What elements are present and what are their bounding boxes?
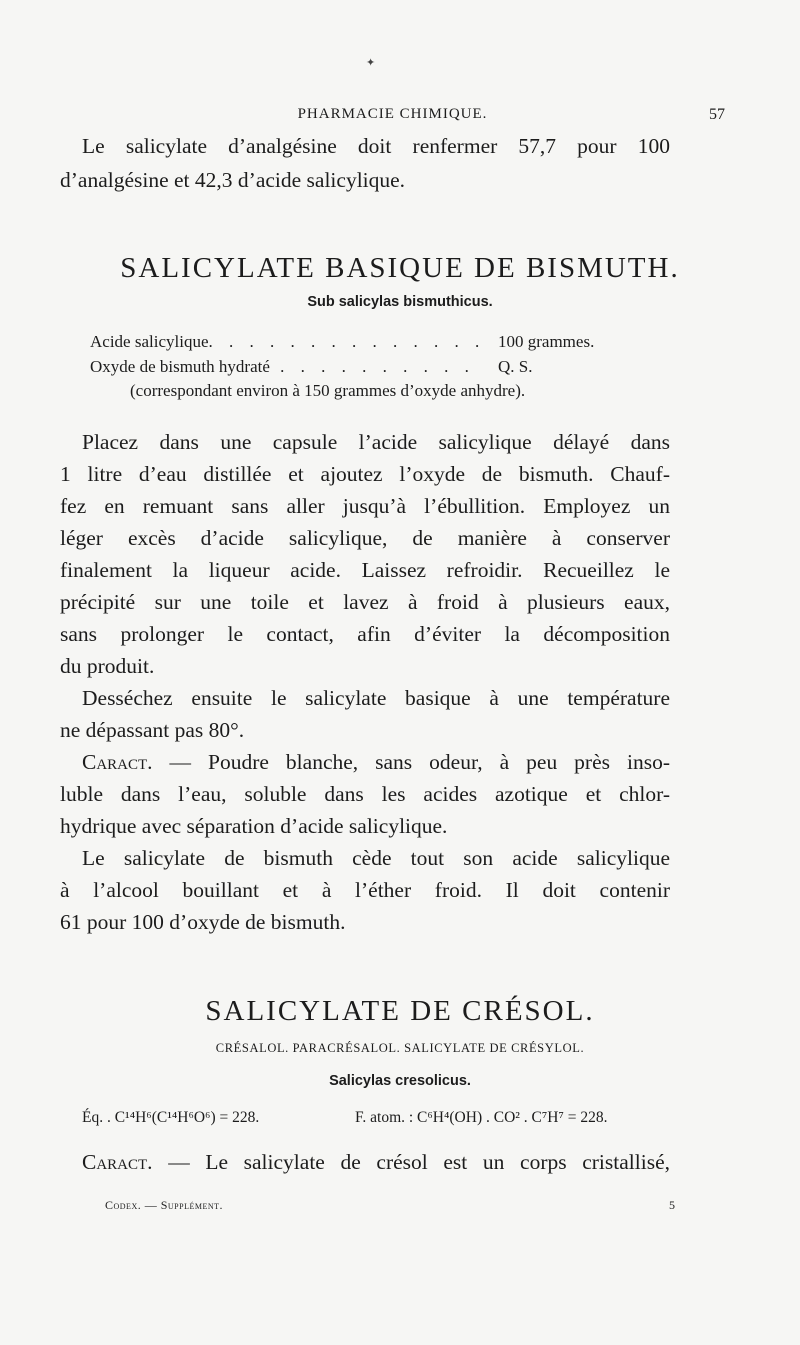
caract-line xyxy=(82,750,670,775)
running-title: PHARMACIE CHIMIQUE. xyxy=(297,106,488,122)
page-footer xyxy=(105,1198,675,1216)
formula-atomic: F. atom. : C⁶H⁴(OH) . CO² . C⁷H⁷ = 228. xyxy=(355,1109,608,1126)
recipe-item: Acide salicylique. . . . . . . . . . . . . . xyxy=(90,332,486,351)
synonyms: CRÉSALOL. PARACRÉSALOL. SALICYLATE DE CRÉSYLOL. xyxy=(215,1041,585,1055)
body-line: léger excès d’acide salicylique, de manière à conserver xyxy=(60,526,670,550)
formula-equivalent: Éq. . C¹⁴H⁶(C¹⁴H⁶O⁶) = 228. xyxy=(82,1109,260,1126)
caract-line: hydrique avec séparation d’acide salicylique. xyxy=(60,814,448,838)
body-line: ne dépassant pas 80°. xyxy=(60,718,245,742)
recipe-ingredient: Acide salicylique xyxy=(90,332,209,351)
caract-line: luble dans l’eau, soluble dans les acides azotique et chlor- xyxy=(60,782,670,806)
caract-label: Caract. xyxy=(82,1150,153,1174)
recipe-quantity: Q. S. xyxy=(498,357,533,376)
page-number: 57 xyxy=(709,106,725,123)
caract-label: Caract. xyxy=(82,750,153,774)
body-line: Desséchez ensuite le salicylate basique à une température xyxy=(82,686,670,710)
recipe-item: Oxyde de bismuth hydraté . . . . . . . . . . xyxy=(90,357,475,376)
caract-text: — Poudre blanche, sans odeur, à peu près inso- xyxy=(152,750,670,774)
body-line: 1 litre d’eau distillée et ajoutez l’oxyde de bismuth. Chauf- xyxy=(60,462,670,486)
intro-line: d’analgésine et 42,3 d’acide salicylique. xyxy=(60,168,406,192)
footer-signature: Codex. — Supplément. xyxy=(105,1198,224,1212)
footer-sheet-number: 5 xyxy=(669,1198,675,1212)
body-line: Placez dans une capsule l’acide salicylique délayé dans xyxy=(82,430,670,454)
body-line: 61 pour 100 d’oxyde de bismuth. xyxy=(60,910,346,934)
latin-name: Sub salicylas bismuthicus. xyxy=(307,294,493,310)
running-head xyxy=(60,106,725,126)
section-title: SALICYLATE BASIQUE DE BISMUTH. xyxy=(120,252,680,284)
recipe-quantity: 100 grammes. xyxy=(498,332,595,351)
latin-name: Salicylas cresolicus. xyxy=(329,1073,471,1089)
caract-line xyxy=(82,1150,670,1175)
body-line: du produit. xyxy=(60,654,155,678)
intro-line: Le salicylate d’analgésine doit renfermer 57,7 pour 100 xyxy=(82,134,670,158)
body-line: précipité sur une toile et lavez à froid à plusieurs eaux, xyxy=(60,590,670,614)
body-line: fez en remuant sans aller jusqu’à l’ébullition. Employez un xyxy=(60,494,670,518)
body-line: sans prolonger le contact, afin d’éviter la décomposition xyxy=(60,622,670,646)
printer-mark: ✦ xyxy=(366,57,376,69)
caract-text: — Le salicylate de crésol est un corps cristallisé, xyxy=(152,1150,670,1174)
body-line: à l’alcool bouillant et à l’éther froid. Il doit contenir xyxy=(60,878,670,902)
recipe-note: (correspondant environ à 150 grammes d’oxyde anhydre). xyxy=(130,381,526,400)
body-line: finalement la liqueur acide. Laissez refroidir. Recueillez le xyxy=(60,558,670,582)
section-title: SALICYLATE DE CRÉSOL. xyxy=(205,995,595,1027)
body-line: Le salicylate de bismuth cède tout son acide salicylique xyxy=(82,846,670,870)
recipe-ingredient: Oxyde de bismuth hydraté xyxy=(90,357,270,376)
